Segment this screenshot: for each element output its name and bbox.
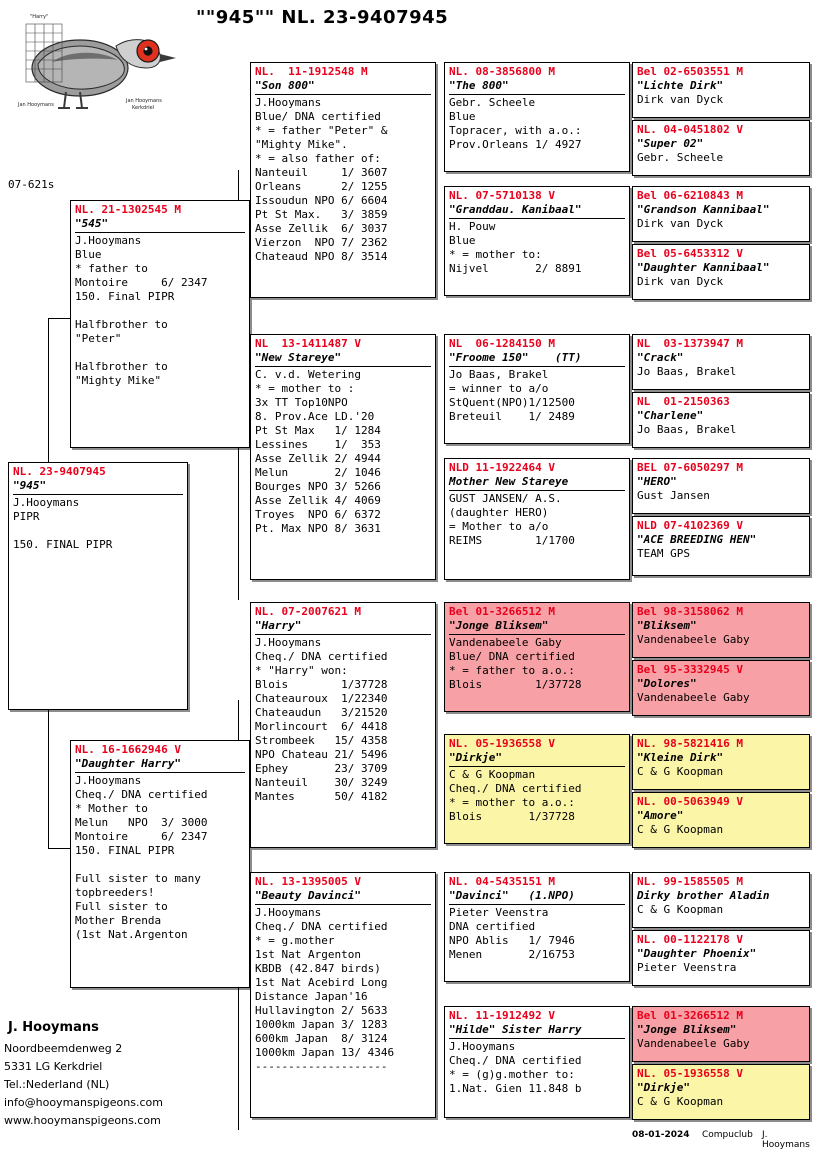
card-gg2-name: "Granddau. Kanibaal" [449, 202, 582, 216]
card-divider [449, 94, 625, 95]
card-gg1-line-1: Blue [449, 109, 476, 123]
card-gg1-ring: NL. 08-3856800 M [449, 65, 555, 78]
footer-web[interactable]: www.hooymanspigeons.com [4, 1114, 161, 1127]
card-gg4-line-2: = Mother to a/o [449, 519, 549, 533]
card-divider [449, 218, 625, 219]
card-dam-line-8: topbreeders! [75, 885, 155, 899]
card-dam-ring: NL. 16-1662946 V [75, 743, 181, 756]
card-ggg9-line-0: Vandenabeele Gaby [637, 632, 750, 646]
card-g3-line-7: Strombeek 15/ 4358 [255, 733, 388, 747]
card-g4-line-5: 1st Nat Acebird Long [255, 975, 388, 989]
card-ggg7-line-0: Gust Jansen [637, 488, 710, 502]
card-sire-line-10: "Mighty Mike" [75, 373, 162, 387]
card-dam-line-9: Full sister to [75, 899, 168, 913]
card-ggg12-ring: NL. 00-5063949 V [637, 795, 743, 808]
card-g3-line-3: Blois 1/37728 [255, 677, 388, 691]
card-g3-line-11: Mantes 50/ 4182 [255, 789, 388, 803]
footer-owner: J. Hooymans [762, 1130, 810, 1150]
connector-h-dam [48, 848, 72, 849]
card-divider [255, 634, 431, 635]
card-g1[interactable] [250, 62, 436, 298]
card-gg5-line-1: Blue/ DNA certified [449, 649, 575, 663]
card-divider [449, 1038, 625, 1039]
card-ggg13-ring: NL. 99-1585505 M [637, 875, 743, 888]
card-g2-line-3: 8. Prov.Ace LD.'20 [255, 409, 375, 423]
card-gg5-line-3: Blois 1/37728 [449, 677, 582, 691]
card-g2-line-5: Lessines 1/ 353 [255, 437, 381, 451]
card-g2-line-7: Melun 2/ 1046 [255, 465, 381, 479]
card-gg2-ring: NL. 07-5710138 V [449, 189, 555, 202]
card-ggg14-ring: NL. 00-1122178 V [637, 933, 743, 946]
card-divider [449, 904, 625, 905]
card-gg5-line-0: Vandenabeele Gaby [449, 635, 562, 649]
card-gg6-name: "Dirkje" [449, 750, 502, 764]
card-divider [255, 94, 431, 95]
card-gg2-line-2: * = mother to: [449, 247, 542, 261]
card-ggg12-line-0: C & G Koopman [637, 822, 724, 836]
card-subject-name: "945" [13, 478, 47, 492]
card-g4-line-9: 600km Japan 8/ 3124 [255, 1031, 388, 1045]
card-gg7-name: "Davinci" (1.NPO) [449, 888, 575, 902]
card-g4-ring: NL. 13-1395005 V [255, 875, 361, 888]
card-ggg2-name: "Super 02" [637, 136, 704, 150]
card-dam[interactable] [70, 740, 250, 988]
card-gg7-line-3: Menen 2/16753 [449, 947, 575, 961]
card-ggg4-ring: Bel 05-6453312 V [637, 247, 743, 260]
card-subject-line-2 [13, 524, 183, 538]
card-dam-line-4: Montoire 6/ 2347 [75, 829, 208, 843]
connector-h-sire [48, 318, 72, 319]
card-ggg8-ring: NLD 07-4102369 V [637, 519, 743, 532]
card-g3-line-6: Morlincourt 6/ 4418 [255, 719, 388, 733]
card-g1-line-8: Pt St Max. 3/ 3859 [255, 207, 388, 221]
card-sire-line-5 [75, 304, 245, 318]
card-divider [449, 490, 625, 491]
card-g3-line-4: Chateauroux 1/22340 [255, 691, 388, 705]
card-gg2-line-3: Nijvel 2/ 8891 [449, 261, 582, 275]
card-ggg1-name: "Lichte Dirk" [637, 78, 724, 92]
card-gg1-line-0: Gebr. Scheele [449, 95, 536, 109]
card-ggg6-name: "Charlene" [637, 408, 704, 422]
card-ggg5[interactable] [632, 334, 810, 390]
card-dam-line-6 [75, 858, 245, 872]
card-gg3-ring: NL 06-1284150 M [449, 337, 555, 350]
card-gg4-line-3: REIMS 1/1700 [449, 533, 575, 547]
card-gg2[interactable] [444, 186, 630, 296]
breeder-logo [8, 6, 188, 116]
card-g1-line-6: Orleans 2/ 1255 [255, 179, 388, 193]
card-dam-line-3: Melun NPO 3/ 3000 [75, 815, 208, 829]
card-sire-line-8 [75, 346, 245, 360]
card-ggg13-name: Dirky brother Aladin [637, 888, 770, 902]
card-gg6-ring: NL. 05-1936558 V [449, 737, 555, 750]
card-subject-line-3: 150. FINAL PIPR [13, 537, 113, 551]
card-divider [255, 366, 431, 367]
card-gg6-line-1: Cheq./ DNA certified [449, 781, 582, 795]
card-ggg2-ring: NL. 04-0451802 V [637, 123, 743, 136]
card-gg6-line-2: * = mother to a.o.: [449, 795, 575, 809]
card-gg7-line-2: NPO Ablis 1/ 7946 [449, 933, 575, 947]
card-g2-line-1: * = mother to : [255, 381, 355, 395]
card-g2-line-0: C. v.d. Wetering [255, 367, 361, 381]
svg-text:Kerkdriel: Kerkdriel [132, 105, 155, 111]
card-gg4-ring: NLD 11-1922464 V [449, 461, 555, 474]
card-sire-line-6: Halfbrother to [75, 317, 168, 331]
card-dam-line-2: * Mother to [75, 801, 148, 815]
card-g1-line-9: Asse Zellik 6/ 3037 [255, 221, 388, 235]
card-gg3-name: "Froome 150" (TT) [449, 350, 582, 364]
card-ggg3[interactable] [632, 186, 810, 242]
card-ggg6-ring: NL 01-2150363 [637, 395, 730, 408]
card-sire-line-0: J.Hooymans [75, 233, 142, 247]
card-g2-line-4: Pt St Max 1/ 1284 [255, 423, 381, 437]
card-g3-line-2: * "Harry" won: [255, 663, 348, 677]
card-subject-line-0: J.Hooymans [13, 495, 80, 509]
card-ggg5-name: "Crack" [637, 350, 684, 364]
card-ggg5-ring: NL 03-1373947 M [637, 337, 743, 350]
card-sire-line-1: Blue [75, 247, 102, 261]
card-sire-line-2: * father to [75, 261, 148, 275]
card-g1-line-10: Vierzon NPO 7/ 2362 [255, 235, 388, 249]
card-g2-line-6: Asse Zellik 2/ 4944 [255, 451, 381, 465]
card-ggg16-ring: NL. 05-1936558 V [637, 1067, 743, 1080]
card-g2-line-2: 3x TT Top10NPO [255, 395, 348, 409]
card-ggg11-name: "Kleine Dirk" [637, 750, 724, 764]
card-g3-line-0: J.Hooymans [255, 635, 322, 649]
card-ggg10[interactable] [632, 660, 810, 716]
card-ggg3-ring: Bel 06-6210843 M [637, 189, 743, 202]
card-ggg9-ring: Bel 98-3158062 M [637, 605, 743, 618]
card-subject-ring: NL. 23-9407945 [13, 465, 106, 478]
footer-email[interactable]: info@hooymanspigeons.com [4, 1096, 163, 1109]
card-g4-line-10: 1000km Japan 13/ 4346 [255, 1045, 395, 1059]
card-gg3[interactable] [444, 334, 630, 444]
card-gg3-line-2: StQuent(NPO)1/12500 [449, 395, 575, 409]
card-sire-line-3: Montoire 6/ 2347 [75, 275, 208, 289]
card-ggg16-line-0: C & G Koopman [637, 1094, 724, 1108]
card-g1-line-4: * = also father of: [255, 151, 381, 165]
card-gg2-line-0: H. Pouw [449, 219, 496, 233]
card-ggg4-name: "Daughter Kannibaal" [637, 260, 770, 274]
card-gg8-name: "Hilde" Sister Harry [449, 1022, 582, 1036]
card-ggg1-ring: Bel 02-6503551 M [637, 65, 743, 78]
card-ggg1[interactable] [632, 62, 810, 118]
card-gg8-ring: NL. 11-1912492 V [449, 1009, 555, 1022]
card-gg8-line-3: 1.Nat. Gien 11.848 b [449, 1081, 582, 1095]
footer-tel: Tel.:Nederland (NL) [4, 1078, 110, 1091]
card-gg3-line-0: Jo Baas, Brakel [449, 367, 549, 381]
card-gg1-line-3: Prov.Orleans 1/ 4927 [449, 137, 582, 151]
card-gg7-line-1: DNA certified [449, 919, 536, 933]
card-gg5-line-2: * = father to a.o.: [449, 663, 575, 677]
card-ggg8-line-0: TEAM GPS [637, 546, 690, 560]
card-ggg12[interactable] [632, 792, 810, 848]
card-gg4-name: Mother New Stareye [449, 474, 569, 488]
card-g3-line-5: Chateaudun 3/21520 [255, 705, 388, 719]
card-ggg10-ring: Bel 95-3332945 V [637, 663, 743, 676]
card-g4-line-8: 1000km Japan 3/ 1283 [255, 1017, 388, 1031]
card-ggg10-name: "Dolores" [637, 676, 697, 690]
card-g1-ring: NL. 11-1912548 M [255, 65, 368, 78]
card-dam-line-5: 150. FINAL PIPR [75, 843, 175, 857]
card-g4-line-11: -------------------- [255, 1059, 388, 1073]
card-sire[interactable] [70, 200, 250, 448]
card-g3-ring: NL. 07-2007621 M [255, 605, 361, 618]
card-gg8-line-1: Cheq./ DNA certified [449, 1053, 582, 1067]
card-ggg11-ring: NL. 98-5821416 M [637, 737, 743, 750]
card-g1-line-2: * = father "Peter" & [255, 123, 388, 137]
card-dam-line-11: (1st Nat.Argenton [75, 927, 188, 941]
card-ggg6[interactable] [632, 392, 810, 448]
card-sire-line-7: "Peter" [75, 331, 122, 345]
card-ggg9[interactable] [632, 602, 810, 658]
card-divider [449, 766, 625, 767]
card-g2-line-8: Bourges NPO 3/ 5266 [255, 479, 381, 493]
card-g4-line-1: Cheq./ DNA certified [255, 919, 388, 933]
footer-software: Compuclub [702, 1130, 753, 1140]
card-gg4-line-1: (daughter HERO) [449, 505, 549, 519]
card-gg5[interactable] [444, 602, 630, 712]
card-ggg7[interactable] [632, 458, 810, 514]
card-g1-line-11: Chateaud NPO 8/ 3514 [255, 249, 388, 263]
card-sire-line-9: Halfbrother to [75, 359, 168, 373]
card-ggg16-name: "Dirkje" [637, 1080, 690, 1094]
card-divider [75, 232, 245, 233]
card-g2-name: "New Stareye" [255, 350, 342, 364]
page-title: ""945"" NL. 23-9407945 [196, 7, 449, 28]
card-g2-line-9: Asse Zellik 4/ 4069 [255, 493, 381, 507]
card-ggg8[interactable] [632, 516, 810, 576]
card-gg6-line-3: Blois 1/37728 [449, 809, 575, 823]
footer-city: 5331 LG Kerkdriel [4, 1060, 103, 1073]
card-sire-name: "545" [75, 216, 109, 230]
svg-text:Jan Hooymans: Jan Hooymans [126, 98, 162, 104]
card-ggg6-line-0: Jo Baas, Brakel [637, 422, 737, 436]
card-ggg14-line-0: Pieter Veenstra [637, 960, 737, 974]
card-g3-line-9: Ephey 23/ 3709 [255, 761, 388, 775]
card-g1-line-7: Issoudun NPO 6/ 6604 [255, 193, 388, 207]
card-gg7-line-0: Pieter Veenstra [449, 905, 549, 919]
card-gg8[interactable] [444, 1006, 630, 1118]
card-ggg4-line-0: Dirk van Dyck [637, 274, 724, 288]
card-ggg14-name: "Daughter Phoenix" [637, 946, 757, 960]
card-gg3-line-3: Breteuil 1/ 2489 [449, 409, 575, 423]
card-ggg5-line-0: Jo Baas, Brakel [637, 364, 737, 378]
card-gg6[interactable] [444, 734, 630, 844]
card-g1-line-0: J.Hooymans [255, 95, 322, 109]
svg-text:"Harry": "Harry" [30, 14, 49, 20]
card-g3-name: "Harry" [255, 618, 302, 632]
card-g4-line-4: KBDB (42.847 birds) [255, 961, 381, 975]
card-dam-line-7: Full sister to many [75, 871, 201, 885]
card-ggg7-name: "HERO" [637, 474, 677, 488]
footer-date: 08-01-2024 [632, 1130, 690, 1140]
card-ggg2[interactable] [632, 120, 810, 176]
card-g4-line-2: * = g.mother [255, 933, 335, 947]
card-divider [75, 772, 245, 773]
card-g4[interactable] [250, 872, 436, 1118]
card-ggg13-line-0: C & G Koopman [637, 902, 724, 916]
card-ggg15-line-0: Vandenabeele Gaby [637, 1036, 750, 1050]
card-g4-name: "Beauty Davinci" [255, 888, 361, 902]
card-divider [449, 366, 625, 367]
card-g2-line-10: Troyes NPO 6/ 6372 [255, 507, 381, 521]
card-gg4-line-0: GUST JANSEN/ A.S. [449, 491, 562, 505]
card-subject-line-1: PIPR [13, 509, 40, 523]
card-ggg10-line-0: Vandenabeele Gaby [637, 690, 750, 704]
card-subject[interactable] [8, 462, 188, 710]
card-g3-line-8: NPO Chateau 21/ 5496 [255, 747, 388, 761]
card-ggg15[interactable] [632, 1006, 810, 1062]
card-ggg3-line-0: Dirk van Dyck [637, 216, 724, 230]
card-gg1[interactable] [444, 62, 630, 172]
card-g1-line-5: Nanteuil 1/ 3607 [255, 165, 388, 179]
card-ggg11[interactable] [632, 734, 810, 790]
card-ggg12-name: "Amore" [637, 808, 684, 822]
card-gg1-name: "The 800" [449, 78, 509, 92]
card-g3-line-10: Nanteuil 30/ 3249 [255, 775, 388, 789]
card-g2-ring: NL 13-1411487 V [255, 337, 361, 350]
card-ggg15-ring: Bel 01-3266512 M [637, 1009, 743, 1022]
card-ggg16[interactable] [632, 1064, 810, 1120]
card-ggg11-line-0: C & G Koopman [637, 764, 724, 778]
card-gg8-line-2: * = (g)g.mother to: [449, 1067, 575, 1081]
card-divider [255, 904, 431, 905]
card-divider [449, 634, 625, 635]
card-ggg3-name: "Grandson Kannibaal" [637, 202, 770, 216]
card-gg5-ring: Bel 01-3266512 M [449, 605, 555, 618]
card-g3[interactable] [250, 602, 436, 848]
card-g2[interactable] [250, 334, 436, 580]
footer-address: Noordbeemdenweg 2 [4, 1042, 123, 1055]
card-gg3-line-1: = winner to a/o [449, 381, 549, 395]
card-divider [13, 494, 183, 495]
card-ggg9-name: "Bliksem" [637, 618, 697, 632]
card-dam-line-10: Mother Brenda [75, 913, 162, 927]
card-g1-name: "Son 800" [255, 78, 315, 92]
card-dam-line-1: Cheq./ DNA certified [75, 787, 208, 801]
card-g4-line-0: J.Hooymans [255, 905, 322, 919]
card-ggg1-line-0: Dirk van Dyck [637, 92, 724, 106]
card-gg4[interactable] [444, 458, 630, 580]
card-g2-line-11: Pt. Max NPO 8/ 3631 [255, 521, 381, 535]
card-g4-line-3: 1st Nat Argenton [255, 947, 361, 961]
card-ggg4[interactable] [632, 244, 810, 300]
card-gg6-line-0: C & G Koopman [449, 767, 536, 781]
card-sire-line-4: 150. Final PIPR [75, 289, 175, 303]
footer-breeder-name: J. Hooymans [8, 1020, 99, 1035]
card-gg2-line-1: Blue [449, 233, 476, 247]
document-code: 07-621s [8, 178, 55, 191]
card-gg7[interactable] [444, 872, 630, 982]
card-ggg7-ring: BEL 07-6050297 M [637, 461, 743, 474]
card-gg8-line-0: J.Hooymans [449, 1039, 516, 1053]
card-gg7-ring: NL. 04-5435151 M [449, 875, 555, 888]
card-g4-line-7: Hullavington 2/ 5633 [255, 1003, 388, 1017]
card-dam-line-0: J.Hooymans [75, 773, 142, 787]
card-ggg15-name: "Jonge Bliksem" [637, 1022, 737, 1036]
card-g1-line-1: Blue/ DNA certified [255, 109, 381, 123]
card-gg5-name: "Jonge Bliksem" [449, 618, 549, 632]
card-g1-line-3: "Mighty Mike". [255, 137, 348, 151]
card-gg1-line-2: Topracer, with a.o.: [449, 123, 582, 137]
card-g4-line-6: Distance Japan'16 [255, 989, 368, 1003]
card-ggg13[interactable] [632, 872, 810, 928]
card-g3-line-1: Cheq./ DNA certified [255, 649, 388, 663]
card-ggg8-name: "ACE BREEDING HEN" [637, 532, 757, 546]
svg-text:Jan Hooymans: Jan Hooymans [18, 102, 54, 108]
card-ggg14[interactable] [632, 930, 810, 986]
card-dam-name: "Daughter Harry" [75, 756, 181, 770]
card-ggg2-line-0: Gebr. Scheele [637, 150, 724, 164]
card-sire-ring: NL. 21-1302545 M [75, 203, 181, 216]
